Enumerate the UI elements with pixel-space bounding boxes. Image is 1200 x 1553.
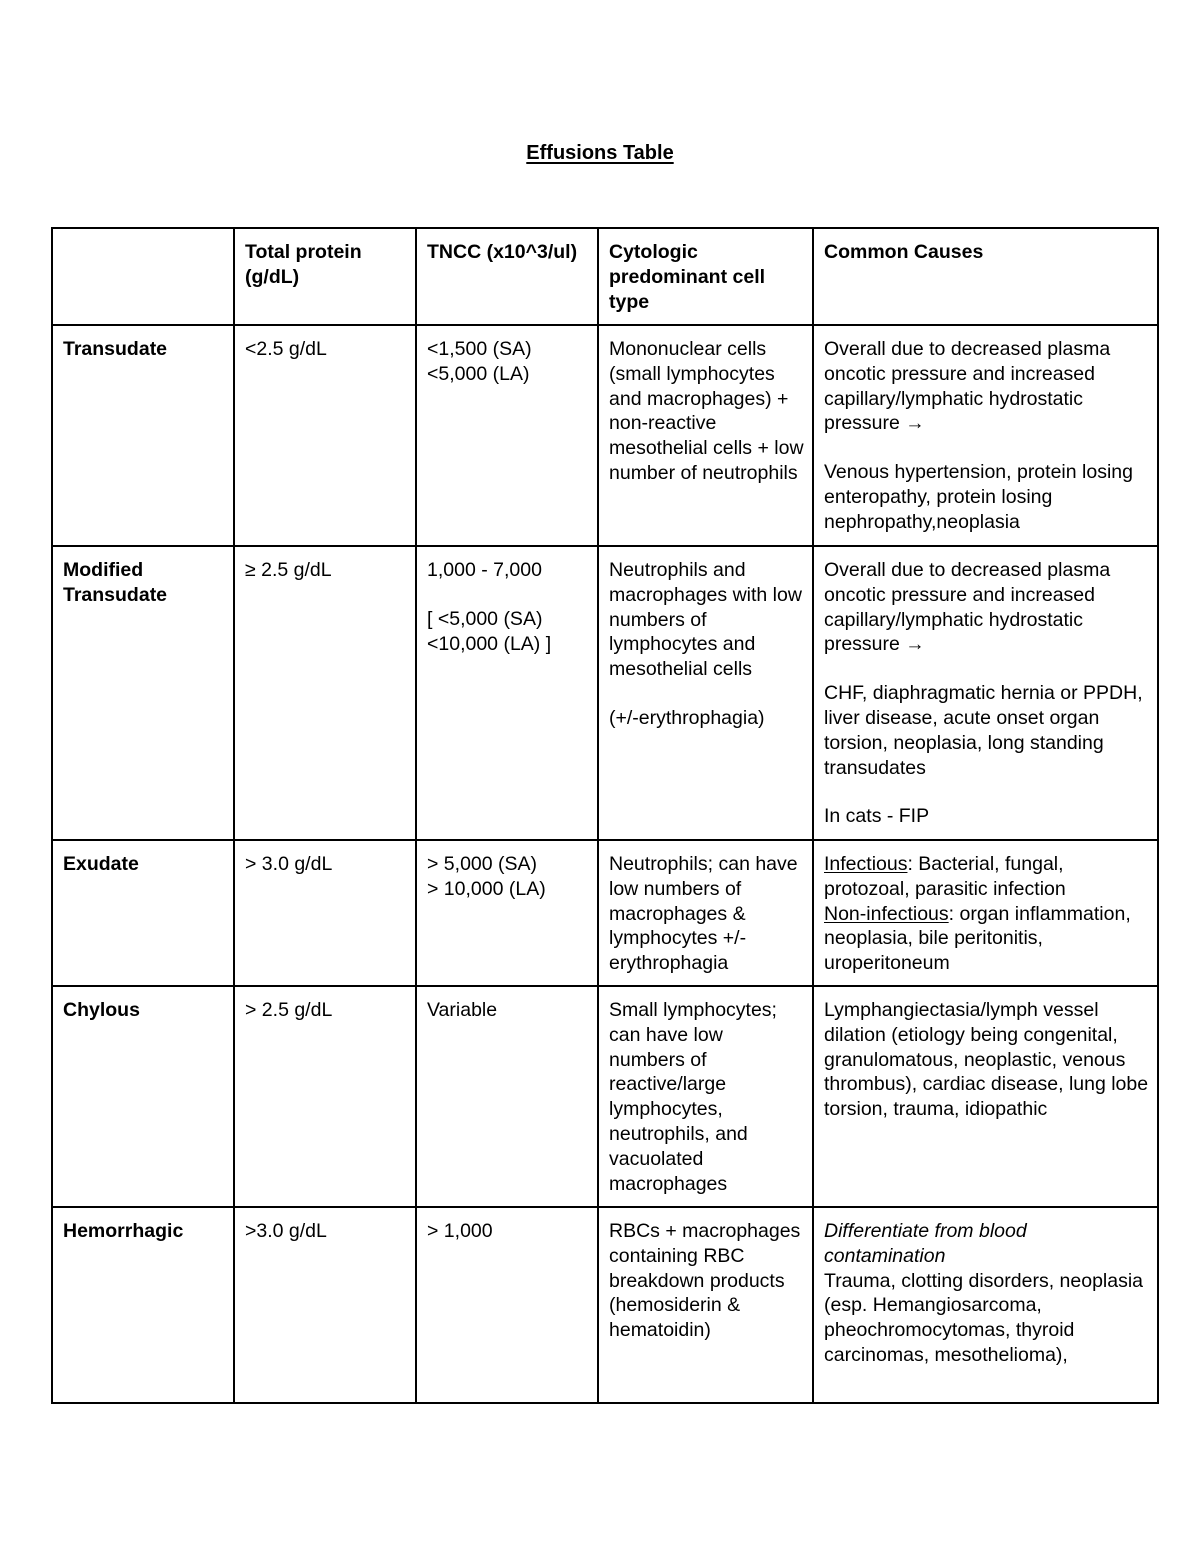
table-row — [52, 325, 1158, 546]
tncc-la: <5,000 (LA) — [427, 362, 530, 385]
table-row — [52, 840, 1158, 986]
causes-note: Differentiate from blood contamination — [824, 1220, 1027, 1267]
header-cell-causes: Common Causes — [813, 228, 1158, 325]
causes-list: Venous hypertension, protein losing enteropathy, protein losing nephropathy,neoplasia — [824, 461, 1133, 533]
tncc-la: <10,000 (LA) ] — [427, 632, 552, 655]
tncc-cell: Variable — [416, 986, 598, 1207]
tncc-sa: > 5,000 (SA) — [427, 853, 538, 875]
causes-list: Trauma, clotting disorders, neoplasia (esp. Hemangiosarcoma, pheochromocytomas, thyroid carcinomas, mesothelioma), — [824, 1269, 1144, 1366]
causes-cell — [813, 546, 1158, 840]
header-cell-cytology: Cytologic predominant cell type — [598, 228, 813, 325]
row-type-cell: Chylous — [52, 986, 234, 1207]
tncc-sa: <1,500 (SA) — [427, 338, 532, 360]
protein-cell: ≥ 2.5 g/dL — [234, 546, 416, 840]
causes-cell: Lymphangiectasia/lymph vessel dilation (etiology being congenital, granulomatous, neoplastic, venous thrombus), cardiac disease, lung lobe torsion, trauma, idiopathic — [813, 986, 1158, 1207]
protein-cell: > 3.0 g/dL — [234, 840, 416, 986]
header-cell-type — [52, 228, 234, 325]
protein-cell: > 2.5 g/dL — [234, 986, 416, 1207]
tncc-cell: > 1,000 — [416, 1207, 598, 1403]
cytology-cell: RBCs + macrophages containing RBC breakdown products (hemosiderin & hematoidin) — [598, 1207, 813, 1403]
noninfectious-label: Non-infectious — [824, 902, 949, 925]
cytology-cell — [598, 546, 813, 840]
row-type-cell: Modified Transudate — [52, 546, 234, 840]
tncc-range: 1,000 - 7,000 — [427, 559, 542, 581]
causes-intro: Overall due to decreased plasma oncotic pressure and increased capillary/lymphatic hydrostatic pressure → — [824, 559, 1111, 656]
cytology-text: Neutrophils and macrophages with low numbers of lymphocytes and mesothelial cells — [609, 559, 802, 681]
tncc-la: > 10,000 (LA) — [427, 877, 546, 900]
causes-list: CHF, diaphragmatic hernia or PPDH, liver disease, acute onset organ torsion, neoplasia, long standing transudates — [824, 682, 1143, 779]
tncc-sa: [ <5,000 (SA) — [427, 607, 543, 630]
infectious-text: : Bacterial, fungal, protozoal, parasitic infection — [824, 853, 1066, 900]
tncc-cell — [416, 840, 598, 986]
causes-cell — [813, 840, 1158, 986]
infectious-label: Infectious — [824, 853, 908, 875]
protein-cell: >3.0 g/dL — [234, 1207, 416, 1403]
causes-cell — [813, 325, 1158, 546]
cytology-note: (+/-erythrophagia) — [609, 706, 765, 729]
causes-cell — [813, 1207, 1158, 1403]
page-title: Effusions Table — [526, 142, 674, 164]
cytology-cell: Mononuclear cells (small lymphocytes and macrophages) + non-reactive mesothelial cells + low number of neutrophils — [598, 325, 813, 546]
tncc-cell — [416, 325, 598, 546]
header-cell-protein: Total protein (g/dL) — [234, 228, 416, 325]
causes-cats: In cats - FIP — [824, 805, 930, 828]
header-cell-tncc: TNCC (x10^3/ul) — [416, 228, 598, 325]
row-type-cell: Hemorrhagic — [52, 1207, 234, 1403]
tncc-cell — [416, 546, 598, 840]
table-row — [52, 1207, 1158, 1403]
effusions-table — [51, 227, 1159, 1404]
header-row — [52, 228, 1158, 325]
protein-cell: <2.5 g/dL — [234, 325, 416, 546]
causes-intro: Overall due to decreased plasma oncotic pressure and increased capillary/lymphatic hydrostatic pressure → — [824, 338, 1111, 435]
table-row — [52, 546, 1158, 840]
row-type-cell: Transudate — [52, 325, 234, 546]
cytology-cell: Neutrophils; can have low numbers of macrophages & lymphocytes +/- erythrophagia — [598, 840, 813, 986]
row-type-cell: Exudate — [52, 840, 234, 986]
table-row — [52, 986, 1158, 1207]
cytology-cell: Small lymphocytes; can have low numbers of reactive/large lymphocytes, neutrophils, and vacuolated macrophages — [598, 986, 813, 1207]
noninfectious-text: : organ inflammation, neoplasia, bile peritonitis, uroperitoneum — [824, 902, 1131, 975]
